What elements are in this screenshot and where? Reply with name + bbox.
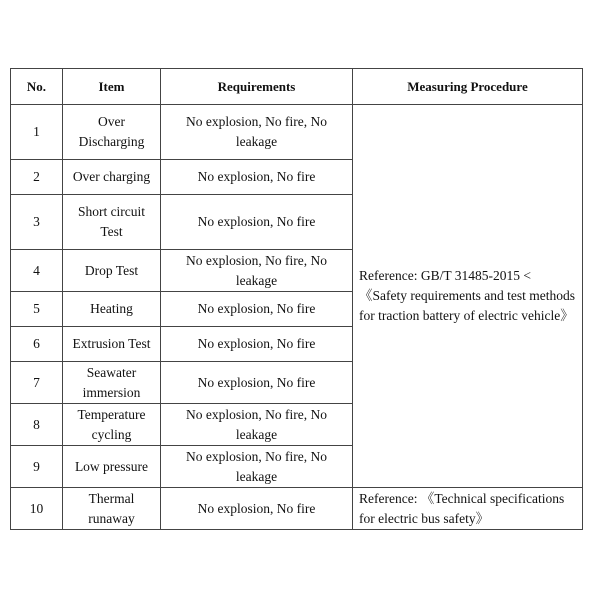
row-number: 1	[11, 105, 63, 160]
row-number: 7	[11, 362, 63, 404]
requirement: No explosion, No fire, No leakage	[161, 446, 353, 488]
row-number: 10	[11, 488, 63, 530]
test-item: Over charging	[63, 160, 161, 195]
test-item: Heating	[63, 292, 161, 327]
row-number: 4	[11, 250, 63, 292]
header-requirements: Requirements	[161, 69, 353, 105]
requirement: No explosion, No fire	[161, 292, 353, 327]
header-no: No.	[11, 69, 63, 105]
requirement: No explosion, No fire, No leakage	[161, 105, 353, 160]
table-row	[11, 105, 583, 160]
test-item: Seawater immersion	[63, 362, 161, 404]
row-number: 5	[11, 292, 63, 327]
row-number: 9	[11, 446, 63, 488]
test-item: Thermal runaway	[63, 488, 161, 530]
test-item: Extrusion Test	[63, 327, 161, 362]
table-header-row	[11, 69, 583, 105]
requirement: No explosion, No fire	[161, 327, 353, 362]
test-item: Over Discharging	[63, 105, 161, 160]
row-number: 3	[11, 195, 63, 250]
row-number: 6	[11, 327, 63, 362]
measuring-procedure-gb-t: Reference: GB/T 31485-2015 <《Safety requirements and test methods for traction battery of electric vehicle》	[353, 105, 583, 488]
test-item: Temperature cycling	[63, 404, 161, 446]
header-measuring-procedure: Measuring Procedure	[353, 69, 583, 105]
requirement: No explosion, No fire	[161, 488, 353, 530]
requirement: No explosion, No fire	[161, 160, 353, 195]
header-item: Item	[63, 69, 161, 105]
requirement: No explosion, No fire	[161, 195, 353, 250]
requirement: No explosion, No fire, No leakage	[161, 250, 353, 292]
table-row	[11, 488, 583, 530]
row-number: 8	[11, 404, 63, 446]
test-item: Drop Test	[63, 250, 161, 292]
battery-safety-test-table	[10, 68, 583, 530]
test-item: Low pressure	[63, 446, 161, 488]
row-number: 2	[11, 160, 63, 195]
requirement: No explosion, No fire	[161, 362, 353, 404]
test-item: Short circuit Test	[63, 195, 161, 250]
requirement: No explosion, No fire, No leakage	[161, 404, 353, 446]
measuring-procedure-bus-safety: Reference: 《Technical specifications for electric bus safety》	[353, 488, 583, 530]
